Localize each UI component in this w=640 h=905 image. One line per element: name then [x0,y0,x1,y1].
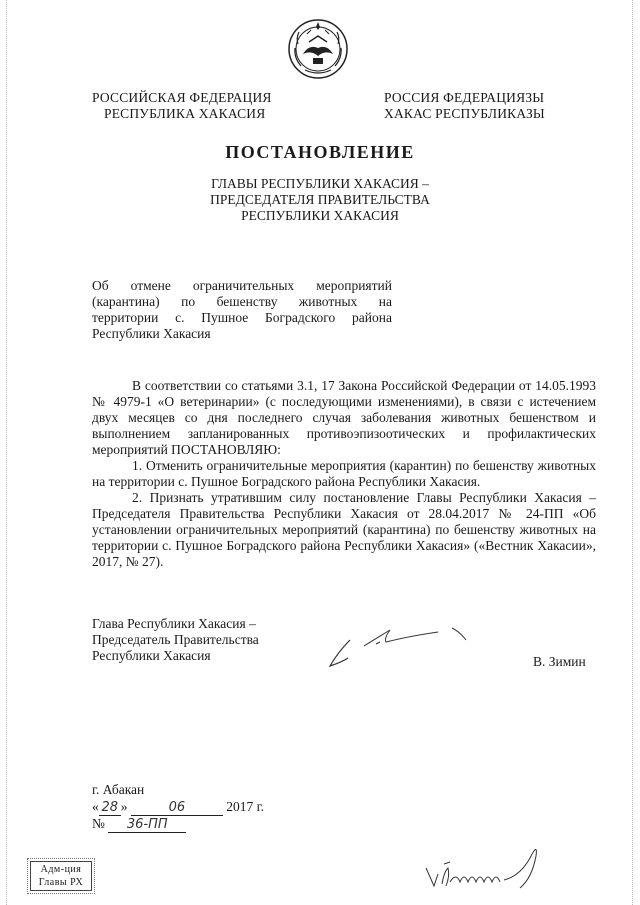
handwritten-signature [320,618,480,678]
subtitle-line2: ПРЕДСЕДАТЕЛЯ ПРАВИТЕЛЬСТВА [210,192,430,207]
subject-line3: территории с. Пушное Боградского района [92,310,392,325]
page-edge-right [632,0,633,905]
document-title: ПОСТАНОВЛЕНИЕ [225,142,415,162]
header-left-line2: РЕСПУБЛИКА ХАКАСИЯ [104,106,266,121]
document-number [92,816,186,833]
header-russian-federation [92,90,272,122]
subtitle-line1: ГЛАВЫ РЕСПУБЛИКИ ХАКАСИЯ – [211,176,429,191]
signatory-name: В. Зимин [533,654,586,669]
coat-of-arms-icon [287,18,349,80]
page-edge-left [6,0,7,905]
number-value: 36-ПП [108,818,186,833]
place-of-issue: г. Абакан [92,782,145,797]
document-subtitle [0,176,640,224]
subject-line4: Республики Хакасия [92,326,211,341]
header-left-line1: РОССИЙСКАЯ ФЕДЕРАЦИЯ [92,90,272,105]
approval-signature [420,838,560,898]
document-body [92,378,596,570]
body-preamble: В соответствии со статьями 3.1, 17 Закона Российской Федерации от 14.05.1993 № 4979-1 «О ветеринарии» (с последующими изменениями), в связи с истечением двух месяцев со дня последнего случая заболевания животных бешенством и выполнением запланированных противоэпизоотических и профилактических мероприятий ПОСТАНОВЛЯЮ: [92,378,596,457]
document-subject [92,278,392,342]
header-right-line2: ХАКАС РЕСПУБЛИКАЗЫ [384,106,545,121]
subject-line1: Об отмене ограничительных мероприятий [92,278,392,293]
date-open-quote: « [92,799,99,814]
date-month: 06 [131,801,223,816]
subject-line2: (карантина) по бешенству животных на [92,294,392,309]
body-item-2: 2. Признать утратившим силу постановление Главы Республики Хакасия – Председателя Правительства Республики Хакасия от 28.04.2017 № 24-ПП «Об установлении ограничительных мероприятий (карантина) по бешенству животных на территории с. Пушное Боградского района Республики Хакасия» («Вестник Хакасии», 2017, № 27). [92,490,596,569]
header-right-line1: РОССИЯ ФЕДЕРАЦИЯЗЫ [384,90,545,105]
stamp-line2: Главы РХ [38,877,84,888]
date-of-issue [92,799,264,816]
signatory-line1: Глава Республики Хакасия – [92,616,256,631]
date-close-quote: » [120,799,128,814]
administration-stamp [30,861,92,891]
body-item-1: 1. Отменить ограничительные мероприятия (карантин) по бешенству животных на территории с. Пушное Боградского района Республики Хакасия. [92,458,596,489]
signatory-position [92,616,259,664]
subtitle-line3: РЕСПУБЛИКИ ХАКАСИЯ [241,208,399,223]
signatory-line3: Республики Хакасия [92,648,211,663]
header-khakas [384,90,545,122]
stamp-line1: Адм-ция [40,864,82,875]
signatory-line2: Председатель Правительства [92,632,259,647]
date-year: 2017 г. [226,799,265,814]
number-prefix: № [92,816,105,831]
date-day: 28 [99,801,121,816]
